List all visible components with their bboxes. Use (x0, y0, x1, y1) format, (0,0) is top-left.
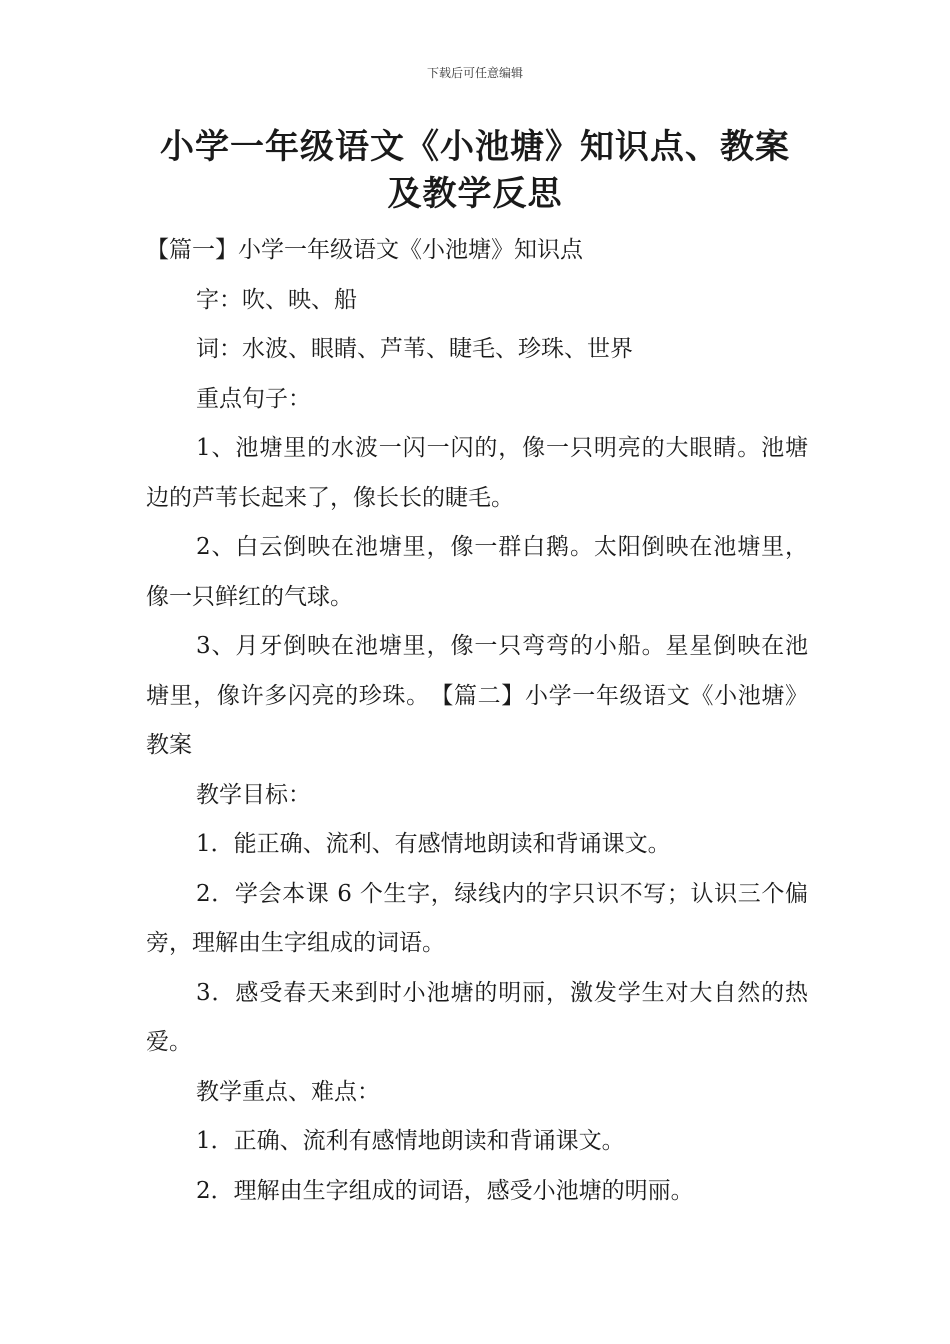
sentence-3: 3、月牙倒映在池塘里，像一只弯弯的小船。星星倒映在池塘里，像许多闪亮的珍珠。 (146, 633, 808, 709)
sentence-1: 1、池塘里的水波一闪一闪的，像一只明亮的大眼睛。池塘边的芦苇长起来了，像长长的睫毛。 (146, 435, 808, 511)
goal-2: 2．学会本课 6 个生字，绿线内的字只识不写；认识三个偏旁，理解由生字组成的词语。 (146, 880, 808, 956)
section1-heading: 【篇一】小学一年级语文《小池塘》知识点 (146, 237, 583, 263)
focus-2: 2．理解由生字组成的词语，感受小池塘的明丽。 (196, 1177, 694, 1204)
sentence-3-with-section2 (146, 622, 808, 771)
title-line-2: 及教学反思 (387, 174, 563, 214)
focus-label: 教学重点、难点： (196, 1078, 380, 1105)
sentence-2: 2、白云倒映在池塘里，像一群白鹅。太阳倒映在池塘里，像一只鲜红的气球。 (146, 534, 808, 610)
words-line: 词：水波、眼睛、芦苇、睫毛、珍珠、世界 (196, 336, 633, 362)
goals-label: 教学目标： (196, 781, 311, 808)
title-line-1: 小学一年级语文《小池塘》知识点、教案 (160, 127, 790, 167)
section2-heading: 【篇二】小学一年级语文《小池塘》教案 (146, 682, 809, 758)
document-title (130, 124, 820, 218)
characters-line: 字：吹、映、船 (196, 286, 357, 313)
focus-1: 1．正确、流利有感情地朗读和背诵课文。 (196, 1128, 625, 1154)
page-header-note: 下载后可任意编辑 (426, 66, 523, 80)
key-sentences-label: 重点句子： (196, 385, 311, 412)
document-body (146, 226, 808, 1216)
goal-1: 1．能正确、流利、有感情地朗读和背诵课文。 (196, 831, 671, 857)
goal-3: 3．感受春天来到时小池塘的明丽，激发学生对大自然的热爱。 (146, 979, 808, 1055)
